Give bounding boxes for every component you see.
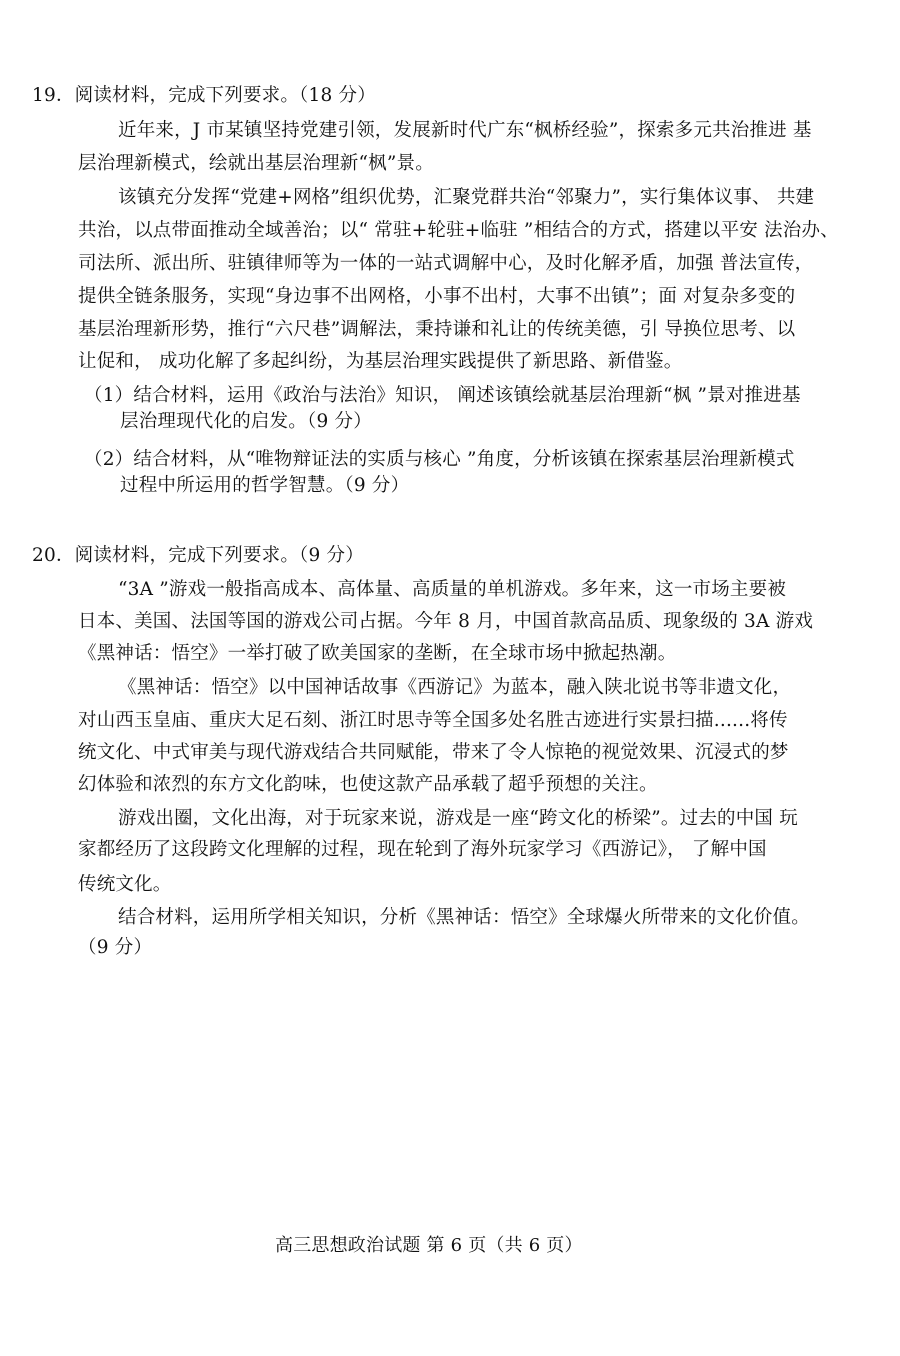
q19-paragraph-line: 共治，以点带面推动全域善治；以“ 常驻+轮驻+临驻 ”相结合的方式，搭建以平安 法治办、 — [78, 220, 839, 241]
q20-paragraph-line: 日本、美国、法国等国的游戏公司占据。今年 8 月，中国首款高品质、现象级的 3A 游戏 — [78, 611, 814, 632]
q20-paragraph-line: 《黑神话：悟空》以中国神话故事《西游记》为蓝本，融入陕北说书等非遗文化， — [118, 677, 792, 698]
q19-paragraph-line: 提供全链条服务，实现“身边事不出网格，小事不出村，大事不出镇”；面 对复杂多变的 — [78, 286, 796, 307]
q20-paragraph-line: 幻体验和浓烈的东方文化韵味，也使这款产品承载了超乎预想的关注。 — [78, 774, 658, 795]
q20-header: 20．阅读材料，完成下列要求。（9 分） — [32, 545, 364, 566]
q19-header: 19．阅读材料，完成下列要求。（18 分） — [32, 85, 376, 106]
q19-subquestion-2-cont: 过程中所运用的哲学智慧。（9 分） — [120, 475, 410, 496]
q20-paragraph-line: 《黑神话：悟空》一举打破了欧美国家的垄断，在全球市场中掀起热潮。 — [78, 643, 677, 664]
q19-subquestion-2: （2）结合材料，从“唯物辩证法的实质与核心 ”角度，分析该镇在探索基层治理新模式 — [84, 449, 795, 470]
q19-subquestion-1-cont: 层治理现代化的启发。（9 分） — [120, 411, 372, 432]
q20-paragraph-line: 对山西玉皇庙、重庆大足石刻、浙江时思寺等全国多处名胜古迹进行实景扫描......将传 — [78, 710, 788, 731]
q20-paragraph-line: 统文化、中式审美与现代游戏结合共同赋能，带来了令人惊艳的视觉效果、沉浸式的梦 — [78, 742, 789, 763]
q19-paragraph-line: 让促和， 成功化解了多起纠纷，为基层治理实践提供了新思路、新借鉴。 — [78, 351, 683, 372]
q19-paragraph-line: 近年来，J 市某镇坚持党建引领，发展新时代广东“枫桥经验”，探索多元共治推进 基 — [118, 120, 812, 141]
q20-paragraph-line: 家都经历了这段跨文化理解的过程，现在轮到了海外玩家学习《西游记》， 了解中国 — [78, 839, 767, 860]
q20-paragraph-line: （9 分） — [78, 937, 153, 958]
q20-paragraph-line: “3A ”游戏一般指高成本、高体量、高质量的单机游戏。多年来，这一市场主要被 — [118, 579, 787, 600]
q19-paragraph-line: 基层治理新形势，推行“六尺巷”调解法，秉持谦和礼让的传统美德，引 导换位思考、以 — [78, 319, 796, 340]
q19-paragraph-line: 层治理新模式，绘就出基层治理新“枫”景。 — [78, 153, 434, 174]
q20-paragraph-line: 结合材料，运用所学相关知识，分析《黑神话：悟空》全球爆火所带来的文化价值。 — [118, 907, 810, 928]
q20-paragraph-line: 游戏出圈，文化出海，对于玩家来说，游戏是一座“跨文化的桥梁”。过去的中国 玩 — [118, 808, 798, 829]
page-footer: 高三思想政治试题 第 6 页（共 6 页） — [275, 1235, 583, 1256]
q19-subquestion-1: （1）结合材料，运用《政治与法治》知识， 阐述该镇绘就基层治理新“枫 ”景对推进基 — [84, 385, 801, 406]
q19-paragraph-line: 司法所、派出所、驻镇律师等为一体的一站式调解中心，及时化解矛盾，加强 普法宣传， — [78, 253, 814, 274]
q20-paragraph-line: 传统文化。 — [78, 874, 172, 895]
q19-paragraph-line: 该镇充分发挥“党建+网格”组织优势，汇聚党群共治“邻聚力”，实行集体议事、 共建 — [118, 187, 815, 208]
